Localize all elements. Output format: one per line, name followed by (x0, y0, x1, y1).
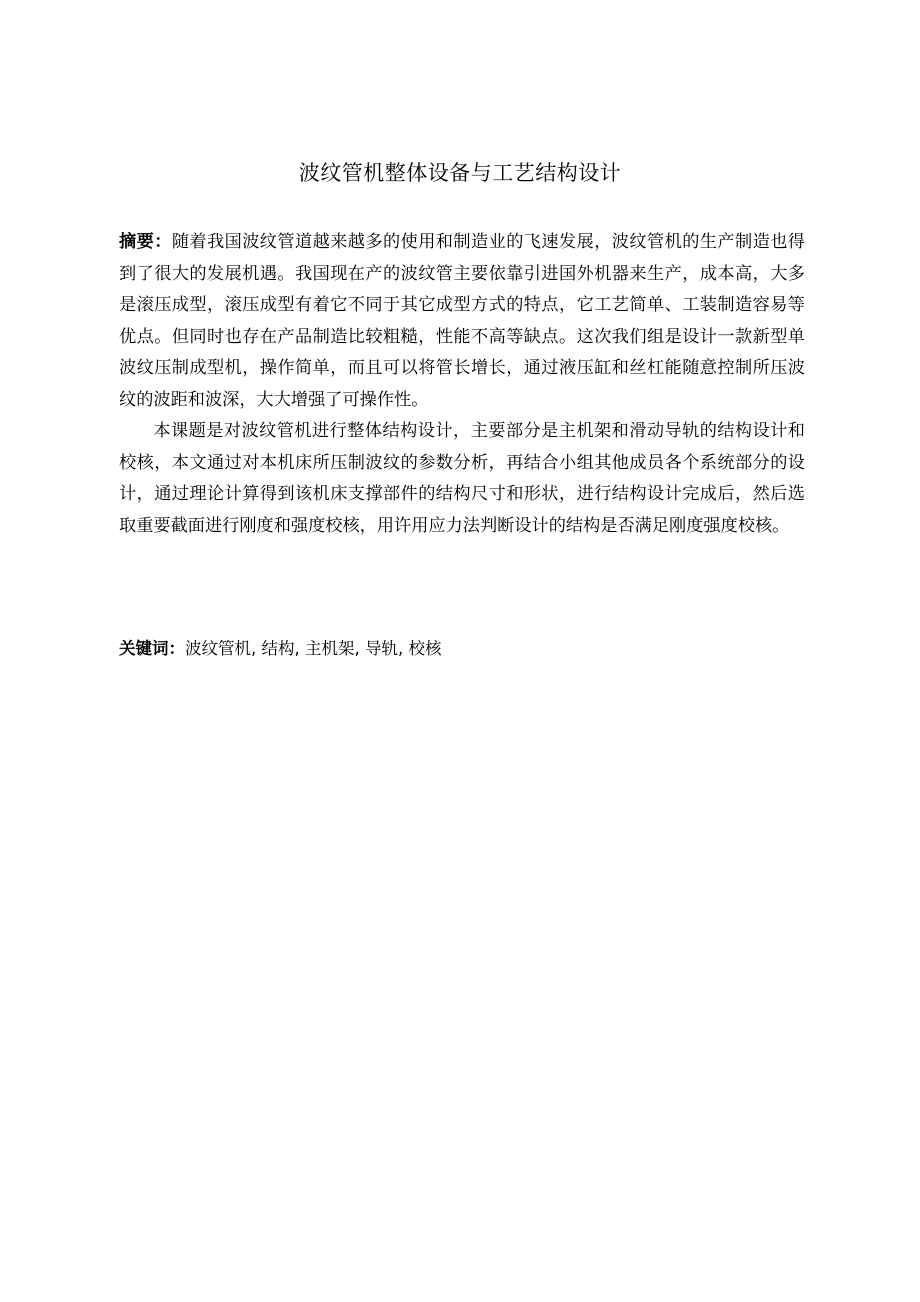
abstract-text-1: 随着我国波纹管道越来越多的使用和制造业的飞速发展，波纹管机的生产制造也得到了很大的发展机遇。我国现在产的波纹管主要依靠引进国外机器来生产，成本高，大多是滚压成型，滚压成型有着它不同于其它成型方式的特点，它工艺简单、工装制造容易等优点。但同时也存在产品制造比较粗糙，性能不高等缺点。这次我们组是设计一款新型单波纹压制成型机，操作简单，而且可以将管长增长，通过液压缸和丝杠能随意控制所压波纹的波距和波深，大大增强了可操作性。 (119, 232, 805, 410)
abstract-label: 摘要： (119, 232, 172, 252)
abstract-text-2: 本课题是对波纹管机进行整体结构设计，主要部分是主机架和滑动导轨的结构设计和校核，本文通过对本机床所压制波纹的参数分析，再结合小组其他成员各个系统部分的设计，通过理论计算得到该机床支撑部件的结构尺寸和形状，进行结构设计完成后，然后选取重要截面进行刚度和强度校核，用许用应力法判断设计的结构是否满足刚度强度校核。 (119, 421, 805, 536)
abstract-paragraph-2 (119, 416, 805, 542)
keywords-value: 波纹管机, 结构, 主机架, 导轨, 校核 (185, 639, 442, 658)
document-title: 波纹管机整体设备与工艺结构设计 (298, 161, 622, 185)
abstract-section (119, 227, 805, 542)
abstract-paragraph-1 (119, 227, 805, 416)
keywords-label: 关键词： (119, 639, 185, 658)
keywords-line (119, 634, 805, 664)
